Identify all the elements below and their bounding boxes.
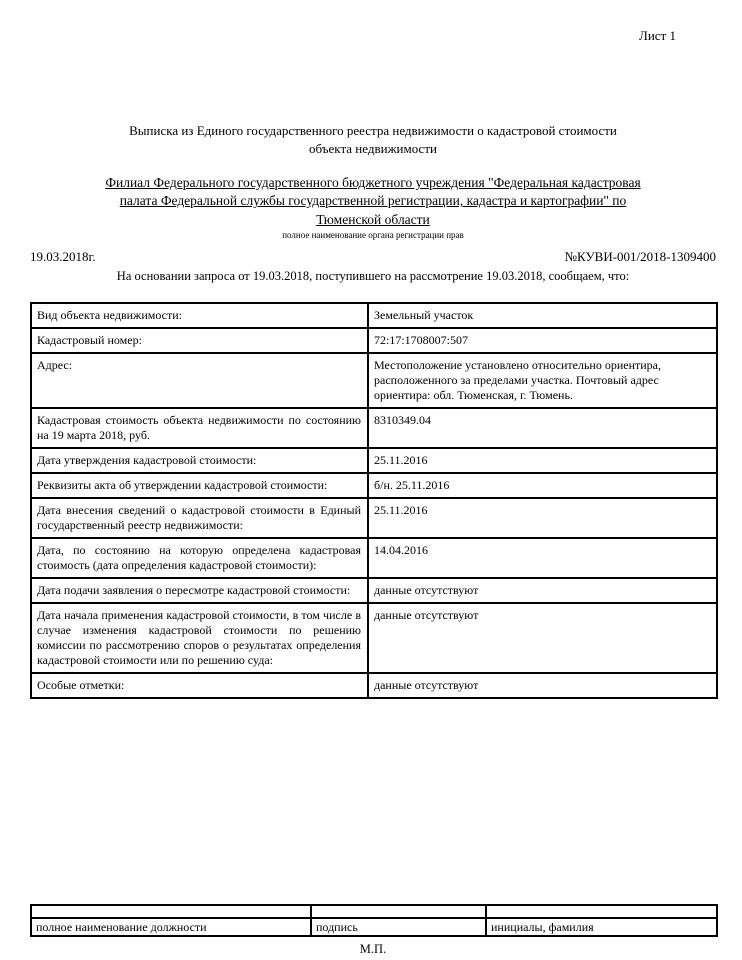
row-value: данные отсутствуют [368, 673, 717, 698]
signature-sign-label: подпись [311, 918, 486, 936]
table-row [31, 603, 717, 673]
row-value: 8310349.04 [368, 408, 717, 448]
signature-position-label: полное наименование должности [31, 918, 311, 936]
row-label: Вид объекта недвижимости: [31, 303, 368, 328]
signature-blank-position-cell [31, 905, 311, 918]
row-label: Реквизиты акта об утверждении кадастровой стоимости: [31, 473, 368, 498]
table-row [31, 538, 717, 578]
row-value: 14.04.2016 [368, 538, 717, 578]
row-value: данные отсутствуют [368, 578, 717, 603]
stamp-place-label: М.П. [359, 942, 387, 957]
cadastral-table [30, 302, 718, 699]
signature-name-label: инициалы, фамилия [486, 918, 717, 936]
sheet-number: Лист 1 [639, 28, 676, 43]
row-label: Кадастровая стоимость объекта недвижимости по состоянию на 19 марта 2018, руб. [31, 408, 368, 448]
table-row [31, 303, 717, 328]
row-label: Дата, по состоянию на которую определена кадастровая стоимость (дата определения кадастровой стоимости): [31, 538, 368, 578]
row-label: Дата внесения сведений о кадастровой стоимости в Единый государственный реестр недвижимости: [31, 498, 368, 538]
document-number: №КУВИ-001/2018-1309400 [564, 248, 716, 264]
document-title-line1: Выписка из Единого государственного реестра недвижимости о кадастровой стоимости [129, 123, 617, 138]
registry-org-name: Филиал Федерального государственного бюджетного учреждения "Федеральная кадастровая палата Федеральной службы государственной регистрации, кадастра и картографии" по Тюменской области [105, 175, 641, 227]
request-statement: На основании запроса от 19.03.2018, поступившего на рассмотрение 19.03.2018, сообщаем, что: [116, 268, 630, 283]
cadastral-table-body [31, 303, 717, 698]
document-date: 19.03.2018г. [30, 248, 96, 264]
row-value: данные отсутствуют [368, 603, 717, 673]
row-label: Дата подачи заявления о пересмотре кадастровой стоимости: [31, 578, 368, 603]
document-meta-row [30, 249, 716, 265]
table-row [31, 473, 717, 498]
signature-row-labels [31, 918, 717, 936]
registry-org-caption: полное наименование органа регистрации прав [282, 229, 464, 240]
table-row [31, 498, 717, 538]
row-value: Земельный участок [368, 303, 717, 328]
signature-row-blank [31, 905, 717, 918]
signature-blank-name-cell [486, 905, 717, 918]
row-label: Дата начала применения кадастровой стоимости, в том числе в случае изменения кадастровой стоимости по решению комиссии по рассмотрению споров о результатах определения кадастровой стоимости или по решению суда: [31, 603, 368, 673]
table-row [31, 673, 717, 698]
row-label: Кадастровый номер: [31, 328, 368, 353]
row-label: Дата утверждения кадастровой стоимости: [31, 448, 368, 473]
row-value: 25.11.2016 [368, 498, 717, 538]
row-label: Особые отметки: [31, 673, 368, 698]
signature-blank-sign-cell [311, 905, 486, 918]
row-label: Адрес: [31, 353, 368, 408]
table-row [31, 328, 717, 353]
row-value: 25.11.2016 [368, 448, 717, 473]
signature-table [30, 904, 718, 937]
table-row [31, 448, 717, 473]
document-title [30, 122, 716, 157]
document-title-line2: объекта недвижимости [309, 140, 437, 156]
table-row [31, 578, 717, 603]
table-row [31, 408, 717, 448]
row-value: Местоположение установлено относительно ориентира, расположенного за пределами участка. Почтовый адрес ориентира: обл. Тюменская, г. Тюмень. [368, 353, 717, 408]
row-value: б/н. 25.11.2016 [368, 473, 717, 498]
table-row [31, 353, 717, 408]
row-value: 72:17:1708007:507 [368, 328, 717, 353]
